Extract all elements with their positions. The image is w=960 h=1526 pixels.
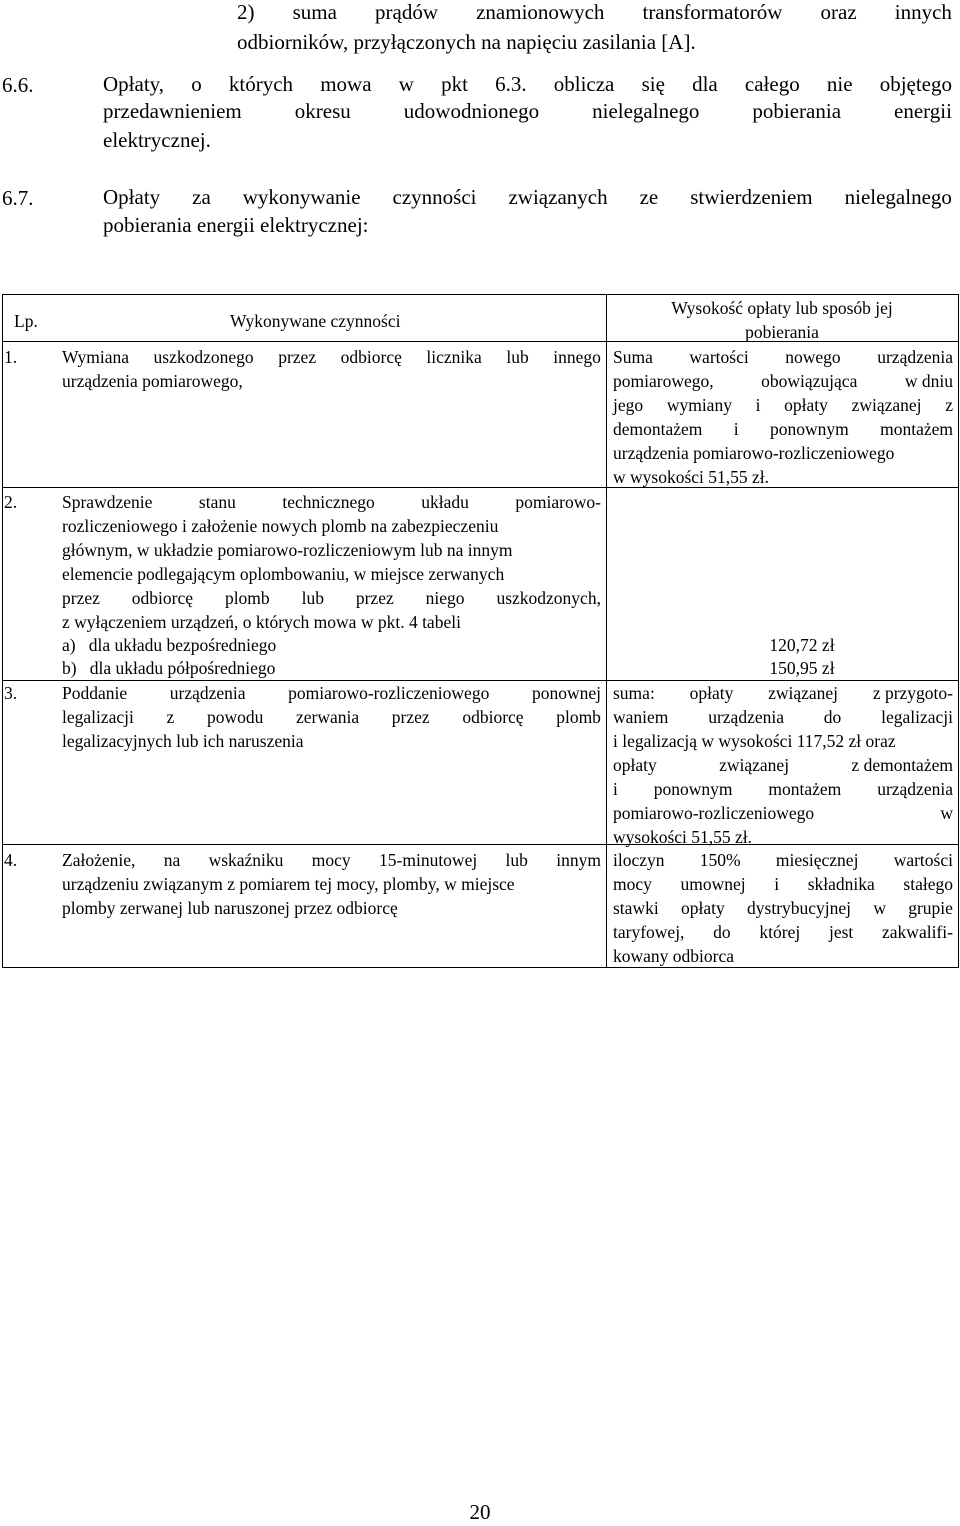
cell-line: kowany odbiorca bbox=[613, 946, 735, 966]
word: Opłaty bbox=[103, 185, 161, 209]
word: 15-minutowej bbox=[379, 850, 478, 870]
word: jego bbox=[613, 395, 644, 415]
row2-sub-a: a) dla układu bezpośredniego bbox=[62, 635, 277, 655]
word: uszkodzonego bbox=[153, 347, 254, 367]
word: umownej bbox=[680, 874, 746, 894]
table-column-divider bbox=[606, 294, 607, 968]
item2-line2: odbiorników, przyłączonych na napięciu zasilania [A]. bbox=[237, 30, 696, 54]
cell-line: z wyłączeniem urządzeń, o których mowa w pkt. 4 tabeli bbox=[62, 612, 461, 632]
word: lub bbox=[505, 850, 528, 870]
word: objętego bbox=[879, 72, 952, 96]
header-lp: Lp. bbox=[14, 311, 38, 331]
word: uszkodzonych, bbox=[496, 588, 601, 608]
word: za bbox=[192, 185, 211, 209]
word: urządzenia bbox=[169, 683, 246, 703]
word: odbiorcę bbox=[340, 347, 402, 367]
cell-line bbox=[613, 705, 953, 729]
row1-number: 1. bbox=[4, 347, 18, 367]
word: legalizacji bbox=[62, 707, 134, 727]
word: suma bbox=[292, 0, 337, 24]
cell-line: urządzenia pomiarowego, bbox=[62, 371, 243, 391]
word: na bbox=[163, 850, 181, 870]
word: odbiorcę bbox=[462, 707, 524, 727]
cell-line bbox=[613, 872, 953, 896]
cell-line: rozliczeniowego i założenie nowych plomb na zabezpieczeniu bbox=[62, 516, 499, 536]
word: plomb bbox=[556, 707, 601, 727]
word: lub bbox=[506, 347, 529, 367]
section-6-6-number: 6.6. bbox=[2, 73, 34, 97]
word: opłaty bbox=[680, 898, 725, 918]
word: w dniu bbox=[904, 371, 953, 391]
word: 2) bbox=[237, 0, 255, 24]
row3-fee bbox=[613, 681, 953, 849]
word: w bbox=[873, 898, 886, 918]
word: do bbox=[823, 707, 842, 727]
word: ponownym bbox=[653, 779, 733, 799]
cell-line: plomby zerwanej lub naruszonej przez odbiorcę bbox=[62, 898, 398, 918]
word: pomiarowo- bbox=[515, 492, 601, 512]
word: legalizacji bbox=[881, 707, 953, 727]
row3-number: 3. bbox=[4, 683, 18, 703]
word: wymiany bbox=[666, 395, 732, 415]
cell-line bbox=[613, 848, 953, 872]
word: przez bbox=[62, 588, 100, 608]
word: jest bbox=[828, 922, 854, 942]
word: z bbox=[166, 707, 175, 727]
word: czynności bbox=[392, 185, 477, 209]
word: w bbox=[940, 803, 953, 823]
section-6-6-line1 bbox=[103, 72, 952, 97]
word: nowego bbox=[785, 347, 841, 367]
word: i bbox=[613, 779, 618, 799]
word: iloczyn bbox=[613, 850, 665, 870]
word: przez bbox=[278, 347, 317, 367]
word: opłaty bbox=[784, 395, 828, 415]
word: powodu bbox=[206, 707, 264, 727]
word: taryfowej, bbox=[613, 922, 685, 942]
word: nie bbox=[826, 72, 853, 96]
word: przez bbox=[355, 588, 394, 608]
word: okresu bbox=[294, 99, 351, 123]
word: pomiarowo-rozliczeniowego bbox=[288, 683, 490, 703]
header-activity: Wykonywane czynności bbox=[230, 311, 401, 331]
row4-number: 4. bbox=[4, 850, 18, 870]
word: dla bbox=[692, 72, 718, 96]
word: urządzenia bbox=[708, 707, 784, 727]
word: Suma bbox=[613, 347, 653, 367]
word: ze bbox=[639, 185, 659, 209]
word: stawki bbox=[613, 898, 659, 918]
cell-line: głównym, w układzie pomiarowo-rozliczeniowym lub na innym bbox=[62, 540, 513, 560]
section-6-7-number: 6.7. bbox=[2, 186, 34, 210]
word: lub bbox=[301, 588, 324, 608]
word: z bbox=[945, 395, 953, 415]
item2-line1 bbox=[237, 0, 952, 25]
cell-line bbox=[62, 705, 601, 729]
section-6-6-line2 bbox=[103, 99, 952, 124]
cell-line bbox=[613, 681, 953, 705]
row2-fee-a: 120,72 zł bbox=[769, 635, 835, 655]
word: niego bbox=[425, 588, 465, 608]
cell-line bbox=[613, 345, 953, 369]
cell-line: wysokości 51,55 zł. bbox=[613, 827, 753, 847]
word: całego bbox=[744, 72, 800, 96]
cell-line: i legalizacją w wysokości 117,52 zł oraz bbox=[613, 731, 896, 751]
cell-line bbox=[613, 369, 953, 393]
word: Opłaty, bbox=[103, 72, 165, 96]
row2-sub-b: b) dla układu półpośredniego bbox=[62, 658, 276, 678]
header-fee-line2: pobierania bbox=[745, 322, 819, 342]
word: wskaźniku bbox=[208, 850, 284, 870]
cell-line: urządzenia pomiarowo-rozliczeniowego bbox=[613, 443, 895, 463]
word: nielegalnego bbox=[844, 185, 952, 209]
cell-line: urządzeniu związanym z pomiarem tej mocy, plomby, w miejsce bbox=[62, 874, 515, 894]
word: stałego bbox=[903, 874, 953, 894]
word: transformatorów bbox=[642, 0, 783, 24]
word: mocy bbox=[613, 874, 652, 894]
word: pomiarowo-rozliczeniowego bbox=[613, 803, 815, 823]
row2-activity bbox=[62, 490, 601, 634]
word: udowodnionego bbox=[403, 99, 540, 123]
row2-number: 2. bbox=[4, 492, 18, 512]
cell-line bbox=[613, 920, 953, 944]
word: suma: bbox=[613, 683, 655, 703]
word: wykonywanie bbox=[242, 185, 361, 209]
word: i bbox=[755, 395, 761, 415]
word: zakwalifi- bbox=[882, 922, 953, 942]
word: Wymiana bbox=[62, 347, 129, 367]
word: oraz bbox=[820, 0, 857, 24]
cell-line bbox=[613, 896, 953, 920]
word: technicznego bbox=[282, 492, 375, 512]
cell-line: legalizacyjnych lub ich naruszenia bbox=[62, 731, 304, 751]
word: miesięcznej bbox=[775, 850, 859, 870]
word: z przygoto- bbox=[872, 683, 953, 703]
word: pobierania bbox=[752, 99, 842, 123]
cell-line bbox=[62, 681, 601, 705]
word: ponownym bbox=[770, 419, 849, 439]
cell-line bbox=[613, 393, 953, 417]
word: opłaty bbox=[689, 683, 734, 703]
cell-line bbox=[62, 345, 601, 369]
word: związanej bbox=[851, 395, 922, 415]
word: których bbox=[228, 72, 294, 96]
word: o bbox=[191, 72, 202, 96]
word: demontażem bbox=[613, 419, 703, 439]
word: montażem bbox=[768, 779, 842, 799]
word: prądów bbox=[375, 0, 438, 24]
cell-line: elemencie podlegającym oplombowaniu, w miejsce zerwanych bbox=[62, 564, 505, 584]
word: pomiarowego, bbox=[613, 371, 714, 391]
word: się bbox=[641, 72, 665, 96]
word: opłaty bbox=[613, 755, 657, 775]
word: ponownej bbox=[531, 683, 601, 703]
word: grupie bbox=[908, 898, 953, 918]
word: waniem bbox=[613, 707, 669, 727]
cell-line: w wysokości 51,55 zł. bbox=[613, 467, 770, 487]
word: Założenie, bbox=[62, 850, 136, 870]
page-number: 20 bbox=[469, 1500, 491, 1524]
word: montażem bbox=[880, 419, 953, 439]
word: Sprawdzenie bbox=[62, 492, 153, 512]
word: związanych bbox=[508, 185, 608, 209]
word: dystrybucyjnej bbox=[747, 898, 852, 918]
cell-line bbox=[613, 801, 953, 825]
word: urządzenia bbox=[877, 347, 953, 367]
row4-fee bbox=[613, 848, 953, 968]
cell-line bbox=[62, 490, 601, 514]
word: energii bbox=[894, 99, 952, 123]
cell-line bbox=[613, 753, 953, 777]
word: i bbox=[733, 419, 739, 439]
word: układu bbox=[421, 492, 469, 512]
word: z demontażem bbox=[851, 755, 953, 775]
word: mowa bbox=[320, 72, 372, 96]
header-fee-line1: Wysokość opłaty lub sposób jej bbox=[671, 298, 893, 318]
section-6-6-line3: elektrycznej. bbox=[103, 128, 211, 152]
section-6-7-line1 bbox=[103, 185, 952, 210]
word: 6.3. bbox=[495, 72, 527, 96]
word: licznika bbox=[426, 347, 482, 367]
section-6-7-line2: pobierania energii elektrycznej: bbox=[103, 213, 369, 237]
word: Poddanie bbox=[62, 683, 128, 703]
word: urządzenia bbox=[877, 779, 953, 799]
word: przez bbox=[391, 707, 430, 727]
word: w bbox=[398, 72, 414, 96]
word: związanej bbox=[719, 755, 790, 775]
word: odbiorcę bbox=[131, 588, 194, 608]
word: obowiązująca bbox=[761, 371, 858, 391]
row2-fee-b: 150,95 zł bbox=[769, 658, 835, 678]
word: innym bbox=[556, 850, 601, 870]
word: której bbox=[759, 922, 801, 942]
word: wartości bbox=[689, 347, 749, 367]
word: przedawnieniem bbox=[103, 99, 242, 123]
word: składnika bbox=[807, 874, 875, 894]
row1-activity bbox=[62, 345, 601, 393]
word: i bbox=[774, 874, 780, 894]
word: wartości bbox=[893, 850, 953, 870]
word: związanej bbox=[768, 683, 839, 703]
row3-activity bbox=[62, 681, 601, 753]
cell-line bbox=[62, 586, 601, 610]
word: do bbox=[713, 922, 731, 942]
word: innych bbox=[894, 0, 952, 24]
word: mocy bbox=[311, 850, 351, 870]
cell-line bbox=[62, 848, 601, 872]
word: oblicza bbox=[553, 72, 615, 96]
word: stanu bbox=[198, 492, 236, 512]
word: plomb bbox=[224, 588, 270, 608]
word: 150% bbox=[699, 850, 741, 870]
word: zerwania bbox=[296, 707, 360, 727]
row1-fee bbox=[613, 345, 953, 489]
word: innego bbox=[553, 347, 601, 367]
word: pkt bbox=[441, 72, 468, 96]
row4-activity bbox=[62, 848, 601, 920]
cell-line bbox=[613, 417, 953, 441]
cell-line bbox=[613, 777, 953, 801]
word: nielegalnego bbox=[592, 99, 700, 123]
word: stwierdzeniem bbox=[690, 185, 813, 209]
word: znamionowych bbox=[476, 0, 605, 24]
